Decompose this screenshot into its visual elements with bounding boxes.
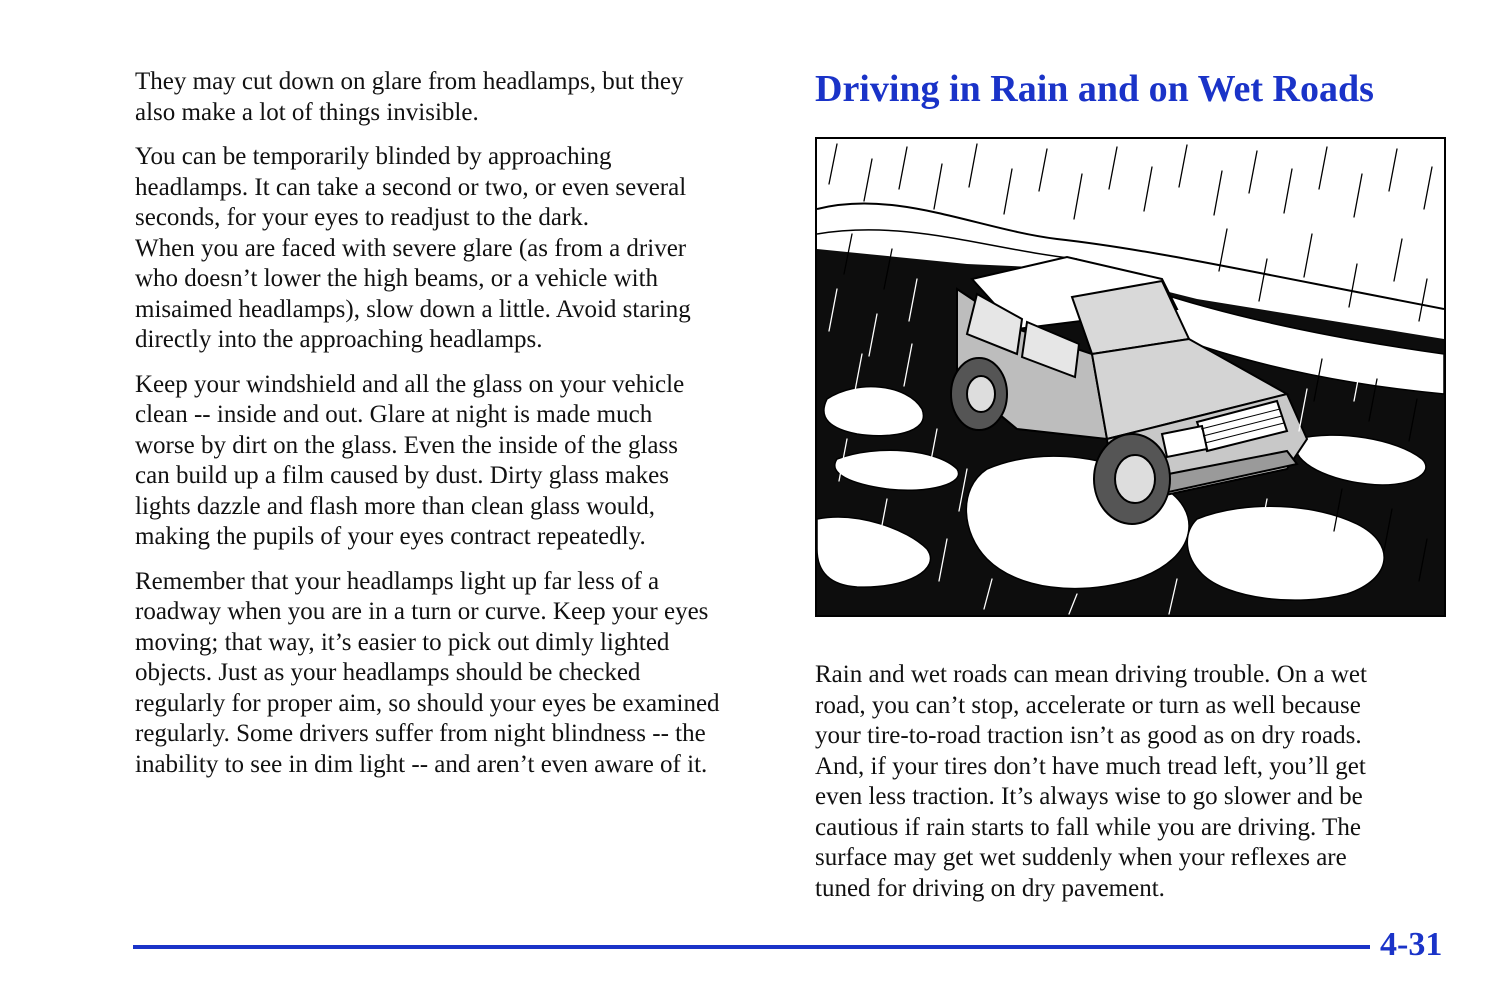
suv-driving-in-rain-illustration	[815, 137, 1446, 617]
paragraph-glare-sunglasses: They may cut down on glare from headlamps, but they also make a lot of things invisible.	[135, 68, 684, 126]
paragraph-clean-glass: Keep your windshield and all the glass on your vehicle clean -- inside and out. Glare at night is made much worse by dirt on the glass. Even the inside of the glass can build up a film caused by dust. Dirty glass makes lights dazzle and flash more than clean glass would, making the pupils of your eyes contract repeatedly.	[135, 370, 685, 550]
right-column	[815, 67, 1447, 111]
footer-rule	[133, 945, 1370, 949]
section-heading: Driving in Rain and on Wet Roads	[815, 68, 1374, 110]
paragraph-wet-roads: Rain and wet roads can mean driving trouble. On a wet road, you can’t stop, accelerate or turn as well because your tire-to-road traction isn’t as good as on dry roads. And, if your tires don’t have much tread left, you’ll get even less traction. It’s always wise to go slower and be cautious if rain starts to fall while you are driving. The surface may get wet suddenly when your reflexes are tuned for driving on dry pavement.	[815, 661, 1367, 902]
left-column	[135, 67, 765, 794]
paragraph-severe-glare: When you are faced with severe glare (as from a driver who doesn’t lower the high beams, or a vehicle with misaimed headlamps), slow down a little. Avoid staring directly into the approaching headlamps.	[135, 234, 691, 353]
paragraph-headlamps-curve: Remember that your headlamps light up far less of a roadway when you are in a turn or curve. Keep your eyes moving; that way, it’s easier to pick out dimly lighted objects. Just as your headlamps should be checked regularly for proper aim, so should your eyes be examined regularly. Some drivers suffer from night blindness -- the inability to see in dim light -- and aren’t even aware of it.	[135, 567, 720, 778]
rain-paragraph-container	[815, 660, 1447, 918]
page-number: 4-31	[1380, 926, 1443, 963]
paragraph-temporary-blinding: You can be temporarily blinded by approaching headlamps. It can take a second or two, or even several seconds, for your eyes to readjust to the dark.	[135, 143, 687, 231]
